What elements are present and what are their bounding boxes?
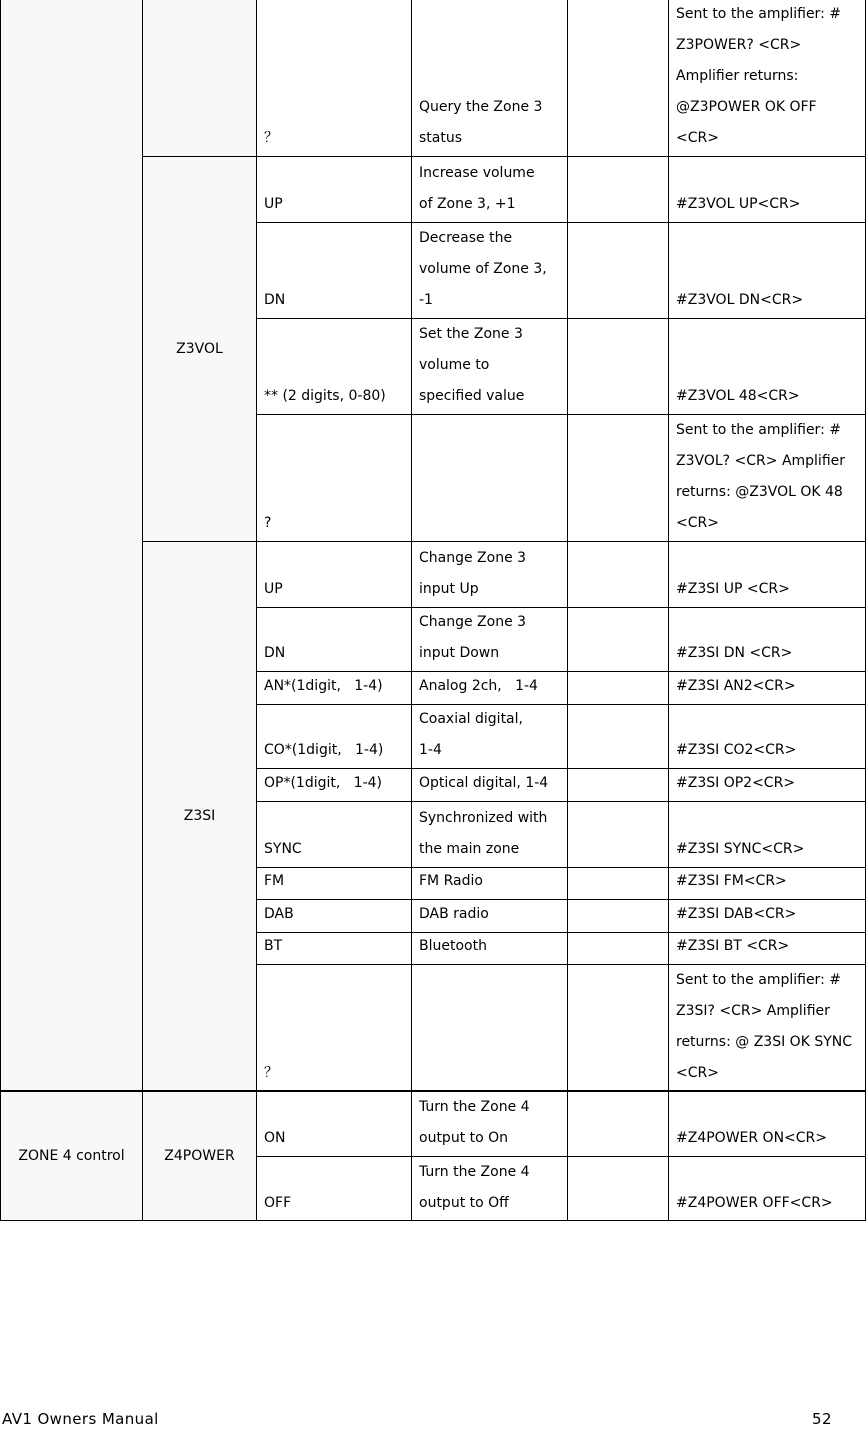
- desc-cell: [411, 671, 567, 704]
- desc-cell: [411, 932, 567, 964]
- param-cell: [256, 867, 411, 899]
- empty-cell: [567, 1092, 668, 1156]
- empty-cell: [567, 541, 668, 607]
- cmd-text: #Z4POWER OFF<CR>: [676, 1195, 833, 1211]
- command-cell-z3si: [142, 541, 256, 1091]
- param-text: ?: [264, 515, 272, 531]
- param-text: DAB: [264, 906, 294, 922]
- param-cell: [256, 607, 411, 671]
- empty-cell: [567, 899, 668, 932]
- param-text: UP: [264, 581, 283, 597]
- cmd-cell: [668, 964, 866, 1091]
- empty-cell: [567, 156, 668, 222]
- param-text: ** (2 digits, 0-80): [264, 388, 386, 404]
- param-cell: [256, 801, 411, 867]
- param-cell: [256, 768, 411, 801]
- desc-cell: [411, 414, 567, 541]
- cmd-text: #Z4POWER ON<CR>: [676, 1130, 828, 1146]
- cmd-cell: [668, 704, 866, 768]
- cmd-cell: [668, 932, 866, 964]
- command-name: Z4POWER: [164, 1148, 235, 1164]
- param-text: OP*(1digit, 1-4): [264, 775, 383, 791]
- cmd-text: #Z3SI OP2<CR>: [676, 775, 796, 791]
- empty-cell: [567, 932, 668, 964]
- cmd-text: #Z3VOL DN<CR>: [676, 292, 804, 308]
- footer-page-number: 52: [812, 1410, 832, 1428]
- param-cell: [256, 964, 411, 1091]
- cmd-cell: [668, 867, 866, 899]
- cmd-text: #Z3SI UP <CR>: [676, 581, 790, 597]
- desc-text: Change Zone 3 input Down: [419, 614, 527, 661]
- empty-cell: [567, 768, 668, 801]
- command-cell-z3power-continued: [142, 0, 256, 156]
- desc-cell: [411, 704, 567, 768]
- cmd-cell: [668, 0, 866, 156]
- cmd-cell: [668, 156, 866, 222]
- cmd-cell: [668, 801, 866, 867]
- param-text: OFF: [264, 1195, 292, 1211]
- param-text: ？: [264, 1065, 278, 1081]
- cmd-cell: [668, 414, 866, 541]
- cmd-text: #Z3SI FM<CR>: [676, 873, 787, 889]
- param-text: CO*(1digit, 1-4): [264, 742, 384, 758]
- section-cell-zone3-continued: [0, 0, 142, 964]
- desc-cell: [411, 801, 567, 867]
- cmd-cell: [668, 1092, 866, 1156]
- cmd-text: #Z3SI CO2<CR>: [676, 742, 797, 758]
- desc-text: FM Radio: [419, 873, 483, 889]
- desc-text: Analog 2ch, 1-4: [419, 678, 538, 694]
- desc-text: Bluetooth: [419, 938, 487, 954]
- empty-cell: [567, 222, 668, 318]
- empty-cell: [567, 414, 668, 541]
- desc-cell: [411, 964, 567, 1091]
- desc-cell: [411, 156, 567, 222]
- param-cell: [256, 0, 411, 156]
- param-cell: [256, 222, 411, 318]
- cmd-text: Sent to the amplifier: # Z3SI? <CR> Amplifier returns: @ Z3SI OK SYNC <CR>: [676, 972, 853, 1081]
- param-text: DN: [264, 292, 286, 308]
- param-cell: [256, 414, 411, 541]
- cmd-text: #Z3SI DAB<CR>: [676, 906, 797, 922]
- param-cell: [256, 671, 411, 704]
- cmd-text: #Z3VOL 48<CR>: [676, 388, 800, 404]
- cmd-text: #Z3SI DN <CR>: [676, 645, 793, 661]
- param-text: ？: [264, 130, 278, 146]
- desc-text: Change Zone 3 input Up: [419, 550, 527, 597]
- section-cell-zone3-tail: [0, 964, 142, 1091]
- param-cell: [256, 704, 411, 768]
- desc-text: Set the Zone 3 volume to specified value: [419, 326, 525, 404]
- param-text: ON: [264, 1130, 286, 1146]
- cmd-cell: [668, 768, 866, 801]
- desc-cell: [411, 1156, 567, 1221]
- param-text: AN*(1digit, 1-4): [264, 678, 383, 694]
- desc-text: Optical digital, 1-4: [419, 775, 549, 791]
- empty-cell: [567, 801, 668, 867]
- cmd-cell: [668, 899, 866, 932]
- param-text: DN: [264, 645, 286, 661]
- desc-text: DAB radio: [419, 906, 489, 922]
- cmd-text: #Z3SI AN2<CR>: [676, 678, 796, 694]
- param-cell: [256, 318, 411, 414]
- empty-cell: [567, 867, 668, 899]
- desc-cell: [411, 0, 567, 156]
- desc-cell: [411, 607, 567, 671]
- empty-cell: [567, 704, 668, 768]
- param-cell: [256, 541, 411, 607]
- cmd-cell: [668, 541, 866, 607]
- empty-cell: [567, 964, 668, 1091]
- section-cell-zone4: [0, 1092, 142, 1221]
- desc-cell: [411, 318, 567, 414]
- cmd-text: #Z3VOL UP<CR>: [676, 196, 801, 212]
- desc-cell: [411, 867, 567, 899]
- desc-text: Decrease the volume of Zone 3, -1: [419, 230, 547, 308]
- desc-cell: [411, 222, 567, 318]
- command-name: Z3SI: [183, 808, 216, 824]
- footer-title: AV1 Owners Manual: [2, 1410, 159, 1428]
- param-text: FM: [264, 873, 285, 889]
- param-cell: [256, 932, 411, 964]
- desc-text: Coaxial digital, 1-4: [419, 711, 523, 758]
- param-text: UP: [264, 196, 283, 212]
- desc-text: Query the Zone 3 status: [419, 99, 543, 146]
- cmd-cell: [668, 222, 866, 318]
- cmd-text: #Z3SI BT <CR>: [676, 938, 790, 954]
- param-cell: [256, 1156, 411, 1221]
- section-name: ZONE 4 control: [18, 1148, 125, 1164]
- desc-cell: [411, 1092, 567, 1156]
- table-bottom-border: [0, 1220, 866, 1221]
- command-cell-z3vol: [142, 156, 256, 541]
- empty-cell: [567, 318, 668, 414]
- command-cell-z4power: [142, 1092, 256, 1221]
- empty-cell: [567, 671, 668, 704]
- empty-cell: [567, 607, 668, 671]
- desc-cell: [411, 899, 567, 932]
- command-name: Z3VOL: [176, 340, 223, 357]
- param-cell: [256, 156, 411, 222]
- desc-text: Increase volume of Zone 3, +1: [419, 165, 535, 212]
- param-text: SYNC: [264, 841, 302, 857]
- desc-cell: [411, 768, 567, 801]
- cmd-cell: [668, 1156, 866, 1221]
- param-text: BT: [264, 938, 283, 954]
- desc-text: Synchronized with the main zone: [419, 810, 548, 857]
- cmd-text: Sent to the amplifier: # Z3VOL? <CR> Amplifier returns: @Z3VOL OK 48 <CR>: [676, 422, 846, 531]
- desc-text: Turn the Zone 4 output to On: [419, 1099, 530, 1146]
- cmd-text: Sent to the amplifier: # Z3POWER? <CR> Amplifier returns: @Z3POWER OK OFF <CR>: [676, 6, 841, 146]
- cmd-text: #Z3SI SYNC<CR>: [676, 841, 805, 857]
- empty-cell: [567, 1156, 668, 1221]
- cmd-cell: [668, 318, 866, 414]
- empty-cell: [567, 0, 668, 156]
- param-cell: [256, 899, 411, 932]
- cmd-cell: [668, 607, 866, 671]
- param-cell: [256, 1092, 411, 1156]
- cmd-cell: [668, 671, 866, 704]
- desc-cell: [411, 541, 567, 607]
- desc-text: Turn the Zone 4 output to Off: [419, 1164, 530, 1211]
